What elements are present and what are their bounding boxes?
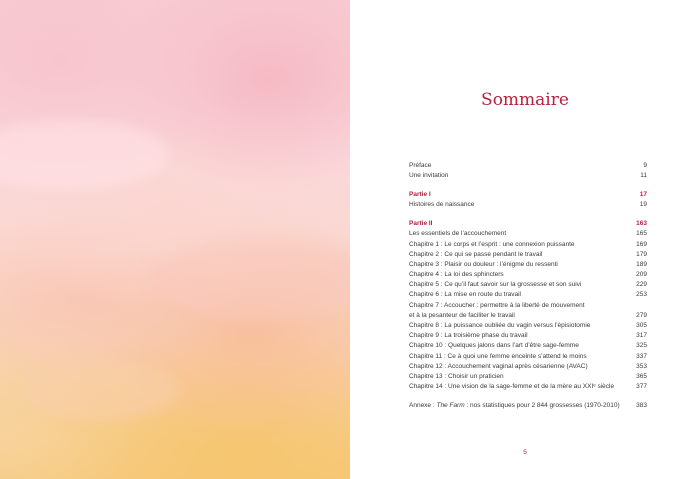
toc-entry: [409, 382, 647, 392]
toc-part-heading: [409, 219, 647, 229]
toc-entry-label: Préface: [409, 162, 432, 169]
toc-entry-page: 165: [636, 230, 647, 238]
toc-part-label: Partie I: [409, 191, 431, 199]
toc-part-label: Partie II: [409, 220, 433, 228]
toc-entry: [409, 200, 647, 210]
toc-entry-page: 11: [640, 172, 647, 180]
toc-entry-label: Chapitre 3 : Plaisir ou douleur : l’énigme du ressenti: [409, 260, 558, 268]
page-title: Sommaire: [481, 90, 569, 110]
toc-entry-page: 209: [636, 271, 647, 279]
toc-entry-label: Chapitre 11 : Ce à quoi une femme enceinte s’attend le moins: [409, 352, 587, 360]
toc-entry-page: 19: [639, 201, 647, 209]
toc-entry-label: Chapitre 13 : Choisir un praticien: [409, 372, 504, 380]
toc-annex-entry: [409, 401, 647, 411]
toc-entry-label: Chapitre 5 : Ce qu’il faut savoir sur la grossesse et son suivi: [409, 281, 582, 289]
toc-entry-label: Chapitre 8 : La puissance oubliée du vagin versus l’épisiotomie: [409, 322, 591, 329]
toc-entry: [409, 270, 647, 280]
toc-entry-page: 229: [636, 281, 647, 289]
toc-entry: [409, 171, 647, 181]
toc-entry: [409, 341, 647, 351]
toc-entry: [409, 321, 647, 331]
watercolor-wash: [20, 360, 180, 420]
toc-entry: [409, 290, 647, 300]
toc-entry: [409, 250, 647, 260]
toc-entry: [409, 161, 647, 171]
toc-entry-page: 325: [636, 342, 647, 350]
watercolor-wash: [150, 240, 350, 320]
toc-entry-page: 353: [636, 362, 647, 370]
toc-entry-page: 305: [636, 322, 647, 329]
toc-entry-label: Chapitre 1 : Le corps et l’esprit : une connexion puissante: [409, 240, 575, 248]
toc-entry: [409, 311, 647, 321]
toc-entry-page: 279: [636, 311, 647, 319]
toc-entry-label: Chapitre 14 : Une vision de la sage-femme et de la mère au XXIᵉ siècle: [409, 383, 615, 391]
toc-entry: [409, 331, 647, 341]
toc-entry-label: Chapitre 12 : Accouchement vaginal après césarienne (AVAC): [409, 362, 588, 370]
toc-entry: [409, 362, 647, 372]
toc-entry-label: Une invitation: [409, 172, 449, 180]
toc-entry-page: 337: [636, 352, 647, 360]
toc-entry-label: Les essentiels de l’accouchement: [409, 230, 507, 238]
toc-entry-page: 189: [636, 260, 647, 268]
toc-entry: [409, 260, 647, 270]
toc-entry-label: Chapitre 7 : Accoucher : permettre à la liberté de mouvement: [409, 301, 585, 309]
toc-entry: [409, 372, 647, 382]
toc-part-page: 163: [636, 220, 647, 228]
toc-entry: [409, 229, 647, 239]
toc-entry-page: 365: [636, 372, 647, 380]
toc-entry-label: Chapitre 9 : La troisième phase du travail: [409, 332, 528, 340]
toc-entry-page: 179: [636, 250, 647, 258]
page-number: 5: [523, 449, 527, 456]
toc-entry-label: et à la pesanteur de faciliter le travail: [409, 311, 515, 319]
table-of-contents: [409, 161, 647, 411]
toc-entry: [409, 280, 647, 290]
watercolor-wash: [0, 120, 170, 190]
toc-entry: [409, 352, 647, 362]
toc-part-page: 17: [639, 191, 647, 199]
toc-entry-label: Chapitre 10 : Quelques jalons dans l’art d’être sage-femme: [409, 342, 579, 350]
toc-entry-page: 169: [636, 240, 647, 248]
toc-entry-page: 317: [636, 332, 647, 340]
toc-entry-label: Chapitre 4 : La loi des sphincters: [409, 271, 504, 279]
toc-entry-label: Chapitre 6 : La mise en route du travail: [409, 291, 522, 299]
toc-entry-label: Chapitre 2 : Ce qui se passe pendant le travail: [409, 250, 543, 258]
toc-entry-label: Histoires de naissance: [409, 201, 475, 209]
toc-entry-page: 253: [636, 291, 647, 299]
toc-part-heading: [409, 190, 647, 200]
toc-entry-page: 9: [643, 162, 647, 169]
toc-annex-label: Annexe : The Farm : nos statistiques pour 2 844 grossesses (1970-2010): [409, 402, 620, 409]
toc-entry: [409, 240, 647, 250]
toc-annex-page: 383: [636, 402, 647, 409]
toc-entry: [409, 301, 647, 311]
toc-entry-page: 377: [636, 383, 647, 391]
